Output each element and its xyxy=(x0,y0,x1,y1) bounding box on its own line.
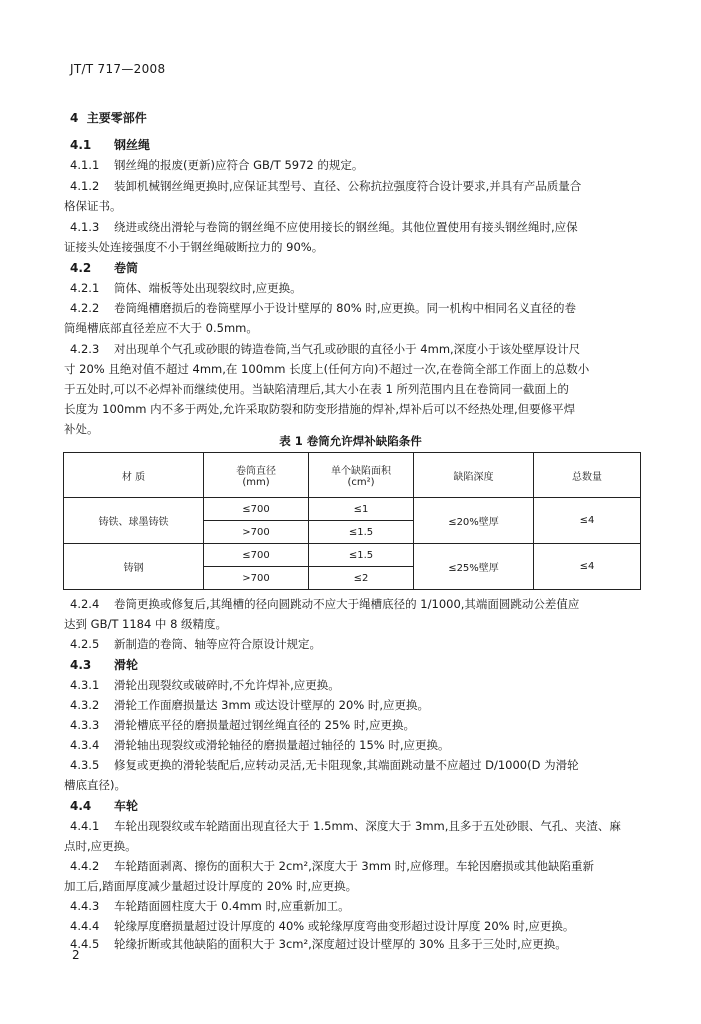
table-row xyxy=(64,498,641,521)
section-heading-4-3 xyxy=(70,656,138,673)
section-heading-4-1 xyxy=(70,136,150,153)
clause-4-4-3: 4.4.3 车轮踏面圆柱度大于 0.4mm 时,应重新加工。 xyxy=(70,899,350,913)
cell-area: ≤1 xyxy=(309,498,414,521)
header-count: 总数量 xyxy=(534,453,641,498)
page-number: 2 xyxy=(72,948,80,962)
clause-4-2-3-line2: 寸 20% 且绝对值不超过 4mm,在 100mm 长度上(任何方向)不超过一次,在卷筒全部工作面上的总数小 xyxy=(64,362,590,376)
document-header: JT/T 717—2008 xyxy=(70,62,166,76)
section-heading-4-4 xyxy=(70,797,138,814)
cell-material: 铸钢 xyxy=(64,544,204,590)
cell-depth: ≤20%壁厚 xyxy=(414,498,534,544)
section-number: 4.4 xyxy=(70,799,92,813)
clause-4-4-4: 4.4.4 轮缘厚度磨损量超过设计厚度的 40% 或轮缘厚度弯曲变形超过设计厚度 20% 时,应更换。 xyxy=(70,919,575,933)
clause-4-4-1-cont: 点时,应更换。 xyxy=(64,839,137,853)
section-heading-4-2 xyxy=(70,259,138,276)
clause-4-2-2-cont: 筒绳槽底部直径差应不大于 0.5mm。 xyxy=(64,321,258,335)
clause-4-4-5: 4.4.5 轮缘折断或其他缺陷的面积大于 3cm²,深度超过设计壁厚的 30% 且多于三处时,应更换。 xyxy=(70,937,567,951)
header-depth: 缺陷深度 xyxy=(414,453,534,498)
cell-depth: ≤25%壁厚 xyxy=(414,544,534,590)
clause-4-3-3: 4.3.3 滑轮槽底平径的磨损量超过钢丝绳直径的 25% 时,应更换。 xyxy=(70,718,416,732)
section-number: 4.2 xyxy=(70,261,92,275)
clause-4-2-5: 4.2.5 新制造的卷筒、轴等应符合原设计规定。 xyxy=(70,637,321,651)
clause-4-2-4-cont: 达到 GB/T 1184 中 8 级精度。 xyxy=(64,617,228,631)
defect-table xyxy=(63,452,641,590)
cell-area: ≤1.5 xyxy=(309,544,414,567)
header-diameter: 卷筒直径 (mm) xyxy=(204,453,309,498)
section-number: 4.3 xyxy=(70,658,92,672)
clause-4-1-3: 4.1.3 绕进或绕出滑轮与卷筒的钢丝绳不应使用接长的钢丝绳。其他位置使用有接头钢丝绳时,应保 xyxy=(70,220,578,234)
cell-diameter: >700 xyxy=(204,567,309,590)
cell-diameter: >700 xyxy=(204,521,309,544)
header-material: 材 质 xyxy=(64,453,204,498)
clause-4-1-3-cont: 证接头处连接强度不小于钢丝绳破断拉力的 90%。 xyxy=(64,240,324,254)
clause-4-2-3-line5: 补处。 xyxy=(64,422,99,436)
clause-4-2-2: 4.2.2 卷筒绳槽磨损后的卷筒壁厚小于设计壁厚的 80% 时,应更换。同一机构中相同名义直径的卷 xyxy=(70,301,577,315)
clause-4-3-5: 4.3.5 修复或更换的滑轮装配后,应转动灵活,无卡阻现象,其端面跳动量不应超过 D/1000(D 为滑轮 xyxy=(70,758,579,772)
header-area: 单个缺陷面积 (cm²) xyxy=(309,453,414,498)
clause-4-1-2: 4.1.2 装卸机械钢丝绳更换时,应保证其型号、直径、公称抗拉强度符合设计要求,并具有产品质量合 xyxy=(70,179,582,193)
section-title: 主要零部件 xyxy=(86,111,147,125)
clause-4-3-1: 4.3.1 滑轮出现裂纹或破碎时,不允许焊补,应更换。 xyxy=(70,678,340,692)
cell-count: ≤4 xyxy=(534,498,641,544)
section-heading-4 xyxy=(70,109,147,126)
clause-4-3-4: 4.3.4 滑轮轴出现裂纹或滑轮轴径的磨损量超过轴径的 15% 时,应更换。 xyxy=(70,738,450,752)
clause-4-2-3-line3: 于五处时,可以不必焊补而继续使用。当缺陷清理后,其大小在表 1 所列范围内且在卷筒同一截面上的 xyxy=(64,382,569,396)
section-number: 4.1 xyxy=(70,138,92,152)
clause-4-4-1: 4.4.1 车轮出现裂纹或车轮踏面出现直径大于 1.5mm、深度大于 3mm,且多于五处砂眼、气孔、夹渣、麻 xyxy=(70,819,621,833)
clause-4-2-3: 4.2.3 对出现单个气孔或砂眼的铸造卷筒,当气孔或砂眼的直径小于 4mm,深度小于该处壁厚设计尺 xyxy=(70,342,581,356)
clause-4-3-5-cont: 槽底直径)。 xyxy=(64,778,126,792)
table-row xyxy=(64,544,641,567)
section-title: 滑轮 xyxy=(114,658,139,672)
clause-4-4-2-cont: 加工后,踏面厚度减少量超过设计厚度的 20% 时,应更换。 xyxy=(64,879,358,893)
section-number: 4 xyxy=(70,111,79,125)
table-caption: 表 1 卷筒允许焊补缺陷条件 xyxy=(279,434,422,448)
cell-material: 铸铁、球墨铸铁 xyxy=(64,498,204,544)
section-title: 钢丝绳 xyxy=(114,138,151,152)
section-title: 卷筒 xyxy=(114,261,139,275)
cell-diameter: ≤700 xyxy=(204,498,309,521)
cell-area: ≤2 xyxy=(309,567,414,590)
clause-4-1-1: 4.1.1 钢丝绳的报废(更新)应符合 GB/T 5972 的规定。 xyxy=(70,158,364,172)
cell-count: ≤4 xyxy=(534,544,641,590)
clause-4-2-3-line4: 长度为 100mm 内不多于两处,允许采取防裂和防变形措施的焊补,焊补后可以不经热处理,但要修平焊 xyxy=(64,402,576,416)
cell-diameter: ≤700 xyxy=(204,544,309,567)
table-header-row xyxy=(64,453,641,498)
cell-area: ≤1.5 xyxy=(309,521,414,544)
clause-4-3-2: 4.3.2 滑轮工作面磨损量达 3mm 或达设计壁厚的 20% 时,应更换。 xyxy=(70,698,430,712)
section-title: 车轮 xyxy=(114,799,139,813)
clause-4-2-4: 4.2.4 卷筒更换或修复后,其绳槽的径向圆跳动不应大于绳槽底径的 1/1000,其端面圆跳动公差值应 xyxy=(70,597,580,611)
clause-4-4-2: 4.4.2 车轮踏面剥离、擦伤的面积大于 2cm²,深度大于 3mm 时,应修理。车轮因磨损或其他缺陷重新 xyxy=(70,859,594,873)
clause-4-1-2-cont: 格保证书。 xyxy=(64,199,122,213)
clause-4-2-1: 4.2.1 筒体、端板等处出现裂纹时,应更换。 xyxy=(70,281,302,295)
